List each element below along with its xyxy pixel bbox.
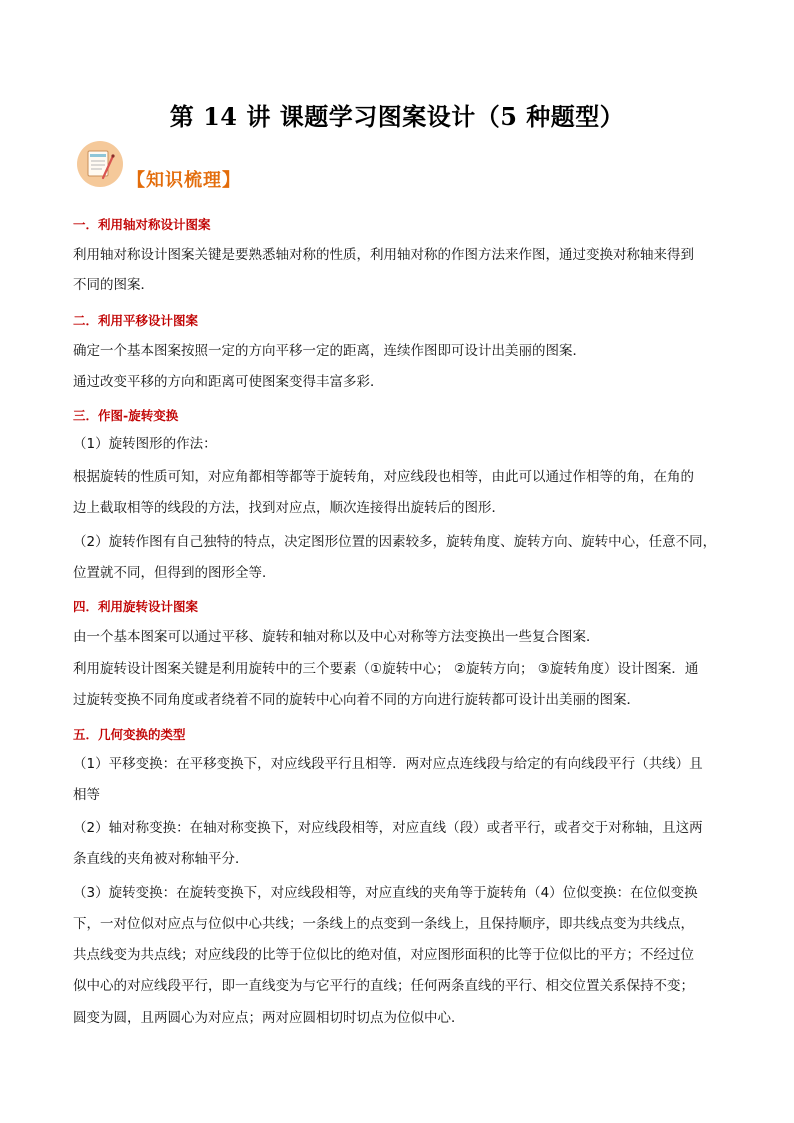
section-5-line-5: （3）旋转变换：在旋转变换下，对应线段相等，对应直线的夹角等于旋转角（4）位似变换：在位似变换 <box>73 885 698 901</box>
notebook-icon <box>75 140 125 188</box>
section-3-line-5: 位置就不同，但得到的图形全等． <box>73 565 276 581</box>
section-5-line-4: 条直线的夹角被对称轴平分． <box>73 851 249 867</box>
section-1-line-2: 不同的图案． <box>73 277 154 293</box>
section-5-line-1: （1）平移变换：在平移变换下，对应线段平行且相等．两对应点连线段与给定的有向线段平行（共线）且 <box>73 756 703 772</box>
section-4-line-3: 过旋转变换不同角度或者绕着不同的旋转中心向着不同的方向进行旋转都可设计出美丽的图案． <box>73 692 640 708</box>
section-3-line-4: （2）旋转作图有自己独特的特点，决定图形位置的因素较多，旋转角度、旋转方向、旋转中心，任意不同， <box>73 534 717 550</box>
section-5-line-7: 共点线变为共点线；对应线段的比等于位似比的绝对值，对应图形面积的比等于位似比的平方；不经过位 <box>73 947 694 963</box>
section-5-line-8: 似中心的对应线段平行，即一直线变为与它平行的直线；任何两条直线的平行、相交位置关系保持不变； <box>73 978 694 994</box>
section-heading-translation: 二．利用平移设计图案 <box>73 313 199 328</box>
section-heading-axial-symmetry: 一．利用轴对称设计图案 <box>73 217 211 232</box>
section-4-line-1: 由一个基本图案可以通过平移、旋转和轴对称以及中心对称等方法变换出一些复合图案． <box>73 629 600 645</box>
section-5-line-3: （2）轴对称变换：在轴对称变换下，对应线段相等，对应直线（段）或者平行，或者交于对称轴，且这两 <box>73 820 703 836</box>
section-3-line-3: 边上截取相等的线段的方法，找到对应点，顺次连接得出旋转后的图形． <box>73 500 505 516</box>
section-5-line-9: 圆变为圆，且两圆心为对应点；两对应圆相切时切点为位似中心． <box>73 1010 465 1026</box>
section-5-line-2: 相等 <box>73 787 100 803</box>
section-1-line-1: 利用轴对称设计图案关键是要熟悉轴对称的性质，利用轴对称的作图方法来作图，通过变换对称轴来得到 <box>73 247 694 263</box>
knowledge-summary-header: 【知识梳理】 <box>127 170 241 191</box>
section-heading-rotation-design: 四．利用旋转设计图案 <box>73 599 199 614</box>
section-3-line-2: 根据旋转的性质可知，对应角都相等都等于旋转角，对应线段也相等，由此可以通过作相等的角，在角的 <box>73 469 694 485</box>
section-heading-rotation-construction: 三．作图-旋转变换 <box>73 408 179 423</box>
section-heading-transform-types: 五．几何变换的类型 <box>73 727 186 742</box>
section-3-line-1: （1）旋转图形的作法： <box>73 436 217 452</box>
section-2-line-1: 确定一个基本图案按照一定的方向平移一定的距离，连续作图即可设计出美丽的图案． <box>73 343 586 359</box>
section-2-line-2: 通过改变平移的方向和距离可使图案变得丰富多彩． <box>73 374 384 390</box>
lecture-title: 第 14 讲 课题学习图案设计（5 种题型） <box>169 102 625 131</box>
section-4-line-2: 利用旋转设计图案关键是利用旋转中的三个要素（①旋转中心； ②旋转方向； ③旋转角度）设计图案．通 <box>73 661 699 677</box>
section-5-line-6: 下，一对位似对应点与位似中心共线；一条线上的点变到一条线上，且保持顺序，即共线点变为共线点， <box>73 916 694 932</box>
